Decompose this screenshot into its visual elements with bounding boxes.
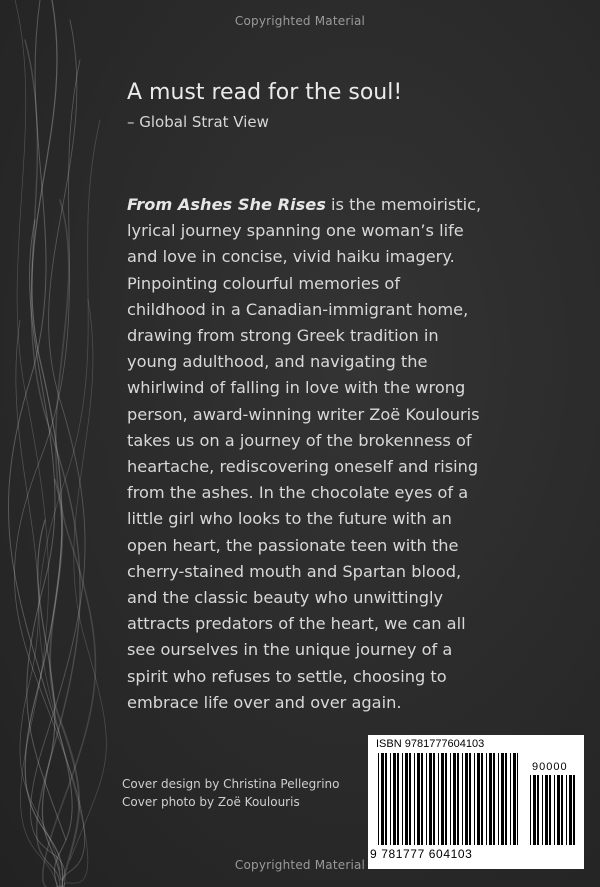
barcode-bar <box>405 753 408 845</box>
barcode-bar <box>421 753 423 845</box>
cover-credits <box>122 775 340 811</box>
barcode-bar <box>477 753 480 845</box>
barcode-bar <box>486 753 487 845</box>
barcode-bar <box>445 753 447 845</box>
blurb-line: and the classic beauty who unwittingly <box>127 588 444 608</box>
review-attribution: – Global Strat View <box>127 113 269 131</box>
barcode-bar <box>429 753 432 845</box>
book-title: From Ashes She Rises <box>127 195 326 214</box>
barcode-bar <box>505 753 507 845</box>
barcode-bar <box>569 775 572 845</box>
barcode-bar <box>469 753 471 845</box>
barcode-bar <box>397 753 399 845</box>
blurb-line: drawing from strong Greek tradition in <box>127 326 439 346</box>
barcode-bar <box>390 753 391 845</box>
barcode-bar <box>409 753 411 845</box>
cover-photo-credit: Cover photo by Zoë Koulouris <box>122 795 300 809</box>
barcode-bar <box>533 775 536 845</box>
barcode-bar <box>510 753 511 845</box>
barcode-bar <box>378 753 379 845</box>
barcode-bar <box>513 753 516 845</box>
barcode-bar <box>542 775 543 845</box>
book-blurb <box>127 192 482 716</box>
blurb-line: little girl who looks to the future with an <box>127 509 452 529</box>
barcode-bar <box>573 775 575 845</box>
watermark-bottom: Copyrighted Material <box>234 858 366 872</box>
barcode-bar <box>557 775 560 845</box>
barcode-bar <box>545 775 548 845</box>
barcode-bar <box>402 753 403 845</box>
blurb-line: open heart, the passionate teen with the <box>127 535 459 555</box>
barcode-bar <box>530 775 531 845</box>
price-code: 90000 <box>532 761 568 773</box>
barcode-bar <box>474 753 475 845</box>
barcode-bar <box>517 753 518 845</box>
blurb-line: lyrical journey spanning one woman’s life <box>127 221 464 241</box>
barcode-bar <box>566 775 567 845</box>
barcode-bar <box>426 753 427 845</box>
blurb-line: embrace life over and over again. <box>127 692 402 712</box>
barcode-bar <box>465 753 468 845</box>
barcode-bar <box>554 775 555 845</box>
barcode-bar <box>549 775 551 845</box>
barcode-bar <box>393 753 396 845</box>
blurb-line: heartache, rediscovering oneself and rising <box>127 457 479 477</box>
blurb-line: takes us on a journey of the brokenness of <box>127 430 472 450</box>
barcode-bar <box>481 753 483 845</box>
barcode-bar <box>414 753 415 845</box>
barcode-bar <box>493 753 495 845</box>
barcode-bar <box>498 753 499 845</box>
watermark-top: Copyrighted Material <box>234 14 366 28</box>
blurb-line: spirit who refuses to settle, choosing to <box>127 666 447 686</box>
barcode-bar <box>450 753 451 845</box>
barcode-bar <box>441 753 444 845</box>
review-quote: A must read for the soul! <box>127 80 403 105</box>
barcode-bar <box>501 753 504 845</box>
blurb-line: childhood in a Canadian-immigrant home, <box>127 299 469 319</box>
barcode-bar <box>457 753 459 845</box>
blurb-line: whirlwind of falling in love with the wrong <box>127 378 466 398</box>
ean-digits: 9 781777 604103 <box>370 847 473 861</box>
blurb-line: person, award-winning writer Zoë Koulouris <box>127 404 480 424</box>
barcode-bar <box>433 753 435 845</box>
cover-design-credit: Cover design by Christina Pellegrino <box>122 777 340 791</box>
barcode-bar <box>417 753 420 845</box>
blurb-line: see ourselves in the unique journey of a <box>127 640 453 660</box>
barcode-bar <box>453 753 456 845</box>
blurb-line: and love in concise, vivid haiku imagery. <box>127 247 455 267</box>
blurb-line: young adulthood, and navigating the <box>127 352 428 372</box>
blurb-line: Pinpointing colourful memories of <box>127 273 401 293</box>
barcode-bar <box>381 753 384 845</box>
barcode-bar <box>537 775 539 845</box>
blurb-line: cherry-stained mouth and Spartan blood, <box>127 561 462 581</box>
blurb-line: attracts predators of the heart, we can all <box>127 614 466 634</box>
blurb-line: From Ashes She Rises is the memoiristic, <box>127 195 482 214</box>
barcode-bar <box>561 775 563 845</box>
isbn-barcode <box>368 735 584 869</box>
barcode-bar <box>462 753 463 845</box>
barcode-bar <box>385 753 387 845</box>
barcode-bar <box>438 753 439 845</box>
blurb-line: from the ashes. In the chocolate eyes of a <box>127 483 469 503</box>
barcode-bar <box>489 753 492 845</box>
isbn-label: ISBN 9781777604103 <box>376 738 485 750</box>
